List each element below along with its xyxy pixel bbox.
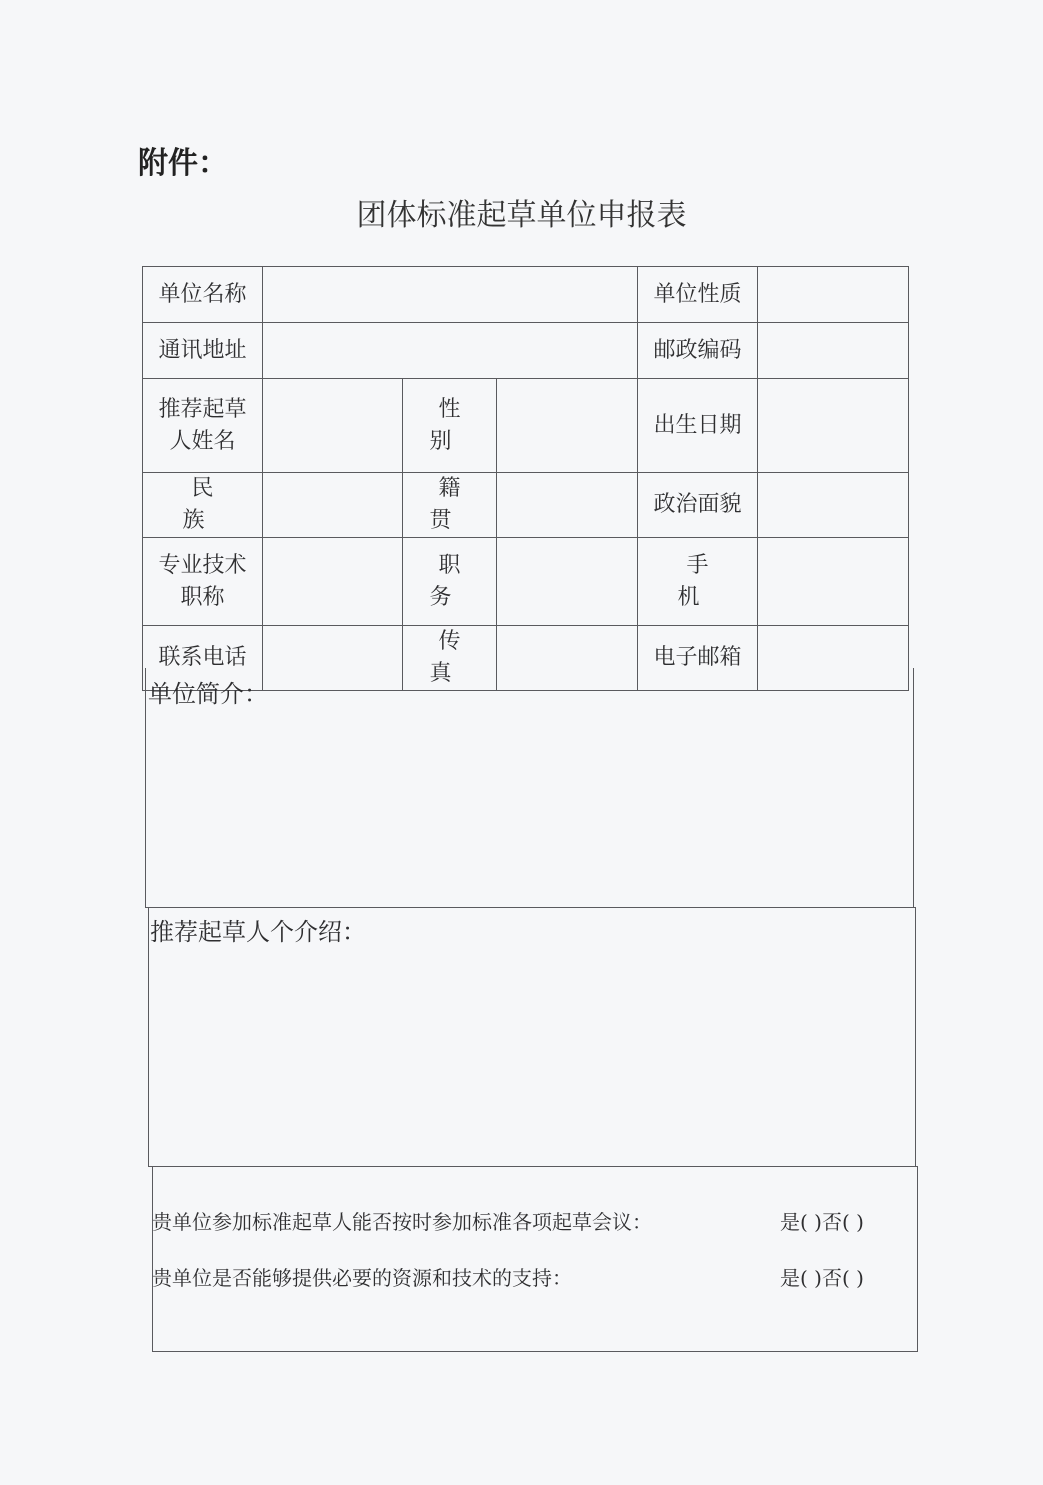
drafter-intro-label: 推荐起草人个介绍：: [150, 918, 366, 946]
questions-box: [152, 1166, 918, 1352]
label-ethnicity: 民 族: [143, 473, 263, 538]
label-unit-name: 单位名称: [143, 267, 263, 323]
field-drafter-name[interactable]: [263, 379, 403, 473]
field-position[interactable]: [497, 538, 638, 626]
label-drafter-name: [143, 379, 263, 473]
label-drafter-name-line2: 人姓名: [169, 428, 236, 454]
field-birth-date[interactable]: [758, 379, 909, 473]
label-fax: 传 真: [403, 626, 497, 691]
field-unit-nature[interactable]: [758, 267, 909, 323]
label-professional-title-line2: 职称: [180, 584, 225, 610]
label-postal-code: 邮政编码: [638, 323, 758, 379]
label-native-place: 籍 贯: [403, 473, 497, 538]
question-provide-resources: 贵单位是否能够提供必要的资源和技术的支持：: [152, 1266, 572, 1290]
label-mobile: 手 机: [638, 538, 758, 626]
label-position: 职 务: [403, 538, 497, 626]
label-unit-nature: 单位性质: [638, 267, 758, 323]
label-professional-title-line1: 专业技术: [158, 552, 247, 578]
field-mobile[interactable]: [758, 538, 909, 626]
label-gender: 性 别: [403, 379, 497, 473]
label-drafter-name-line1: 推荐起草: [158, 396, 247, 422]
question-attend-meetings: 贵单位参加标准起草人能否按时参加标准各项起草会议：: [152, 1210, 652, 1234]
field-postal-code[interactable]: [758, 323, 909, 379]
field-native-place[interactable]: [497, 473, 638, 538]
field-professional-title[interactable]: [263, 538, 403, 626]
label-professional-title: [143, 538, 263, 626]
field-gender[interactable]: [497, 379, 638, 473]
label-birth-date: 出生日期: [638, 379, 758, 473]
unit-intro-label: 单位简介：: [148, 680, 268, 708]
document-title: 团体标准起草单位申报表: [356, 198, 687, 233]
label-political-status: 政治面貌: [638, 473, 758, 538]
field-political-status[interactable]: [758, 473, 909, 538]
label-phone: 联系电话: [143, 626, 263, 691]
field-ethnicity[interactable]: [263, 473, 403, 538]
attachment-label: 附件：: [138, 146, 228, 181]
label-email: 电子邮箱: [638, 626, 758, 691]
answer-provide-resources[interactable]: 是( )否( ): [780, 1266, 864, 1290]
application-form-table: [142, 266, 909, 691]
label-address: 通讯地址: [143, 323, 263, 379]
field-address[interactable]: [263, 323, 638, 379]
field-unit-name[interactable]: [263, 267, 638, 323]
answer-attend-meetings[interactable]: 是( )否( ): [780, 1210, 864, 1234]
